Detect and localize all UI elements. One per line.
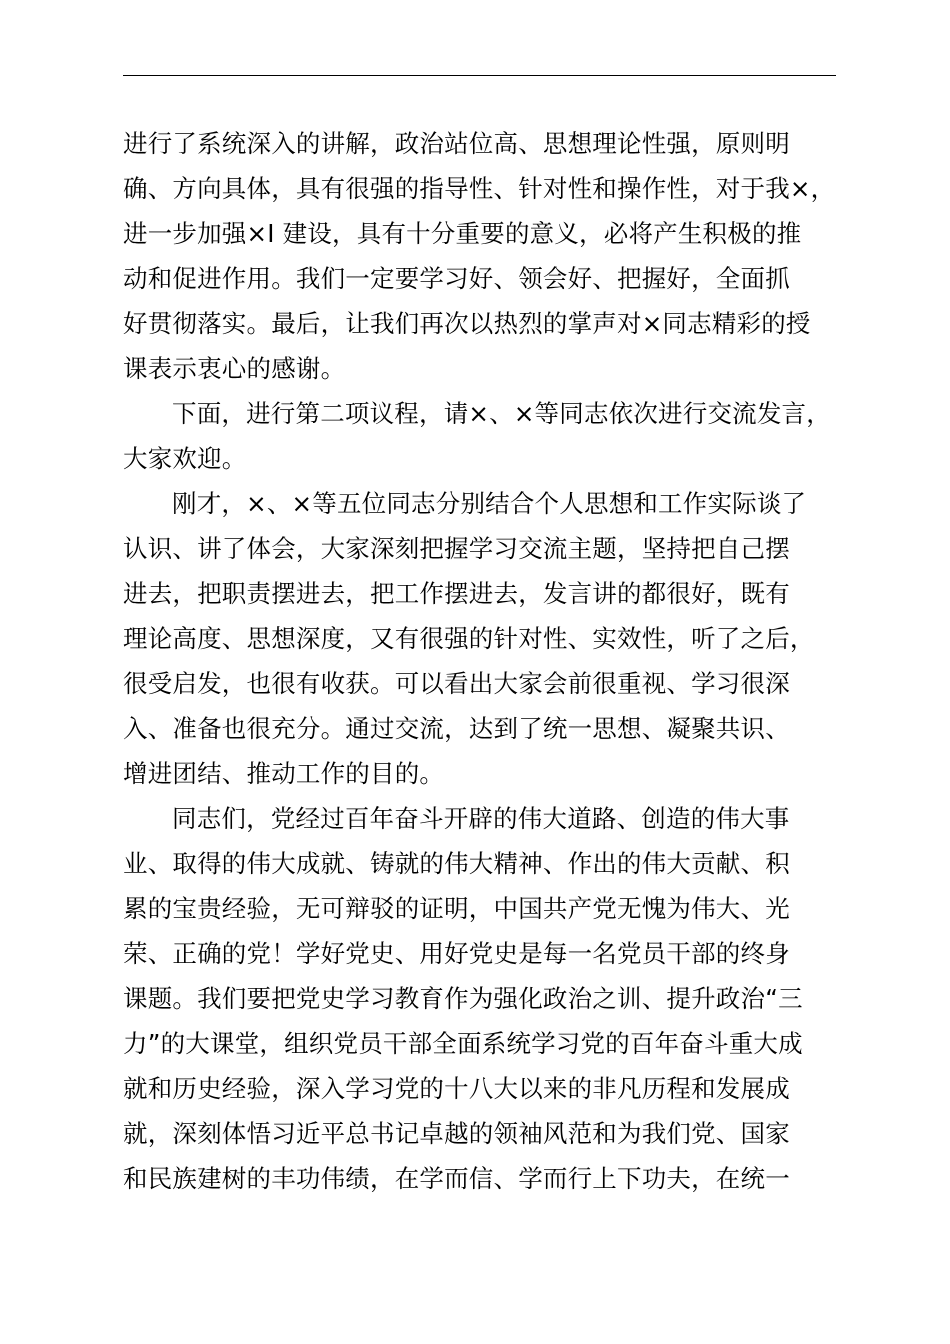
- paragraph-first-line: 下面，进行第二项议程，请×、×等同志依次进行交流发言，: [172, 399, 831, 428]
- document-body: [123, 121, 838, 1201]
- text-line: 入、准备也很充分。通过交流，达到了统一思想、凝聚共识、: [123, 714, 790, 743]
- text-line: 业、取得的伟大成就、铸就的伟大精神、作出的伟大贡献、积: [123, 849, 790, 878]
- text-line: 荣、正确的党！学好党史、用好党史是每一名党员干部的终身: [123, 939, 790, 968]
- text-line: 进一步加强×I 建设，具有十分重要的意义，必将产生积极的推: [123, 219, 802, 248]
- text-line: 就和历史经验，深入学习党的十八大以来的非凡历程和发展成: [123, 1074, 790, 1103]
- header-rule: [123, 75, 836, 76]
- text-line: 课题。我们要把党史学习教育作为强化政治之训、提升政治“三: [123, 984, 803, 1013]
- text-line: 就，深刻体悟习近平总书记卓越的领袖风范和为我们党、国家: [123, 1119, 790, 1148]
- text-line: 课表示衷心的感谢。: [123, 354, 346, 383]
- text-line: 累的宝贵经验，无可辩驳的证明，中国共产党无愧为伟大、光: [123, 894, 790, 923]
- text-line: 确、方向具体，具有很强的指导性、针对性和操作性，对于我×，: [123, 174, 836, 203]
- text-line: 认识、讲了体会，大家深刻把握学习交流主题，坚持把自己摆: [123, 534, 790, 563]
- text-line: 力”的大课堂，组织党员干部全面系统学习党的百年奋斗重大成: [123, 1029, 803, 1058]
- paragraph-first-line: 刚才，×、×等五位同志分别结合个人思想和工作实际谈了: [172, 489, 807, 518]
- text-line: 好贯彻落实。最后，让我们再次以热烈的掌声对×同志精彩的授: [123, 309, 811, 338]
- text-line: 进行了系统深入的讲解，政治站位高、思想理论性强，原则明: [123, 129, 790, 158]
- text-line: 增进团结、推动工作的目的。: [123, 759, 445, 788]
- paragraph-first-line: 同志们，党经过百年奋斗开辟的伟大道路、创造的伟大事: [172, 804, 790, 833]
- text-line: 大家欢迎。: [123, 444, 247, 473]
- text-line: 很受启发，也很有收获。可以看出大家会前很重视、学习很深: [123, 669, 790, 698]
- text-line: 理论高度、思想深度，又有很强的针对性、实效性，听了之后，: [123, 624, 815, 653]
- text-line: 动和促进作用。我们一定要学习好、领会好、把握好，全面抓: [123, 264, 790, 293]
- text-line: 和民族建树的丰功伟绩，在学而信、学而行上下功夫，在统一: [123, 1164, 790, 1193]
- text-line: 进去，把职责摆进去，把工作摆进去，发言讲的都很好，既有: [123, 579, 790, 608]
